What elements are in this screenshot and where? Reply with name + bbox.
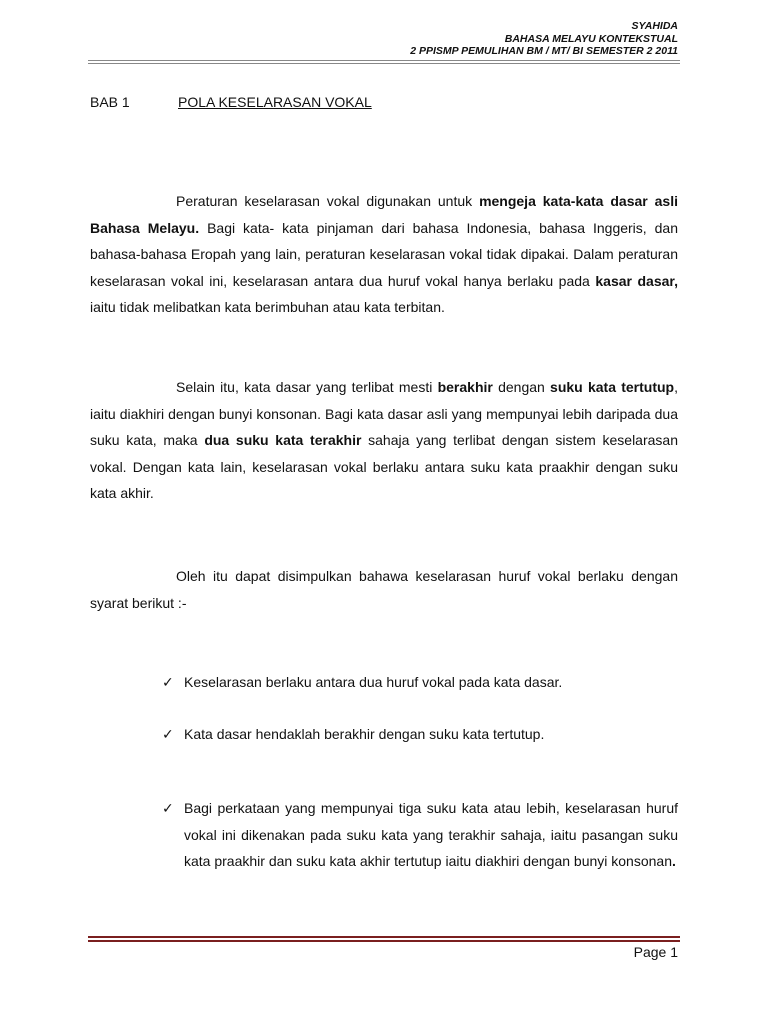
chapter-heading — [90, 94, 372, 110]
chapter-title: POLA KESELARASAN VOKAL — [178, 94, 372, 110]
checklist-item-3: ✓ Bagi perkataan yang mempunyai tiga suku kata atau lebih, keselarasan huruf vokal ini dikenakan pada suku kata yang terakhir sahaja, iaitu pasangan suku kata praakhir dan suku kata akhir tertutup iaitu diakhiri dengan bunyi konsonan. — [184, 795, 678, 875]
paragraph-1: Peraturan keselarasan vokal digunakan untuk mengeja kata-kata dasar asli Bahasa Melayu. Bagi kata- kata pinjaman dari bahasa Indonesia, bahasa Inggeris, dan bahasa-bahasa Eropah yang lain, peraturan keselarasan vokal tidak dipakai. Dalam peraturan keselarasan vokal ini, keselarasan antara dua huruf vokal hanya berlaku pada kasar dasar, iaitu tidak melibatkan kata berimbuhan atau kata terbitan. — [90, 193, 678, 315]
header-subject: BAHASA MELAYU KONTEKSTUAL — [504, 32, 678, 45]
header-rule — [88, 63, 680, 64]
header-author: SYAHIDA — [631, 20, 678, 32]
checklist-item-1: ✓ Keselarasan berlaku antara dua huruf vokal pada kata dasar. — [184, 669, 678, 696]
checklist-item-2: ✓ Kata dasar hendaklah berakhir dengan suku kata tertutup. — [184, 721, 678, 748]
footer-rule — [88, 940, 680, 942]
checkmark-icon: ✓ — [162, 726, 174, 742]
chapter-number: BAB 1 — [90, 94, 130, 110]
footer-rule — [88, 936, 680, 938]
checkmark-icon: ✓ — [162, 800, 174, 816]
header-course: 2 PPISMP PEMULIHAN BM / MT/ BI SEMESTER 2 2011 — [410, 45, 678, 57]
paragraph-2: Selain itu, kata dasar yang terlibat mesti berakhir dengan suku kata tertutup, iaitu diakhiri dengan bunyi konsonan. Bagi kata dasar asli yang mempunyai lebih daripada dua suku kata, maka dua suku kata terakhir sahaja yang terlibat dengan sistem keselarasan vokal. Dengan kata lain, keselarasan vokal berlaku antara suku kata praakhir dengan suku kata akhir. — [90, 379, 678, 501]
page-number: Page 1 — [633, 944, 678, 960]
paragraph-3: Oleh itu dapat disimpulkan bahawa keselarasan huruf vokal berlaku dengan syarat berikut :- — [90, 568, 678, 611]
checkmark-icon: ✓ — [162, 674, 174, 690]
header-rule — [88, 60, 680, 61]
page-header — [410, 20, 678, 58]
